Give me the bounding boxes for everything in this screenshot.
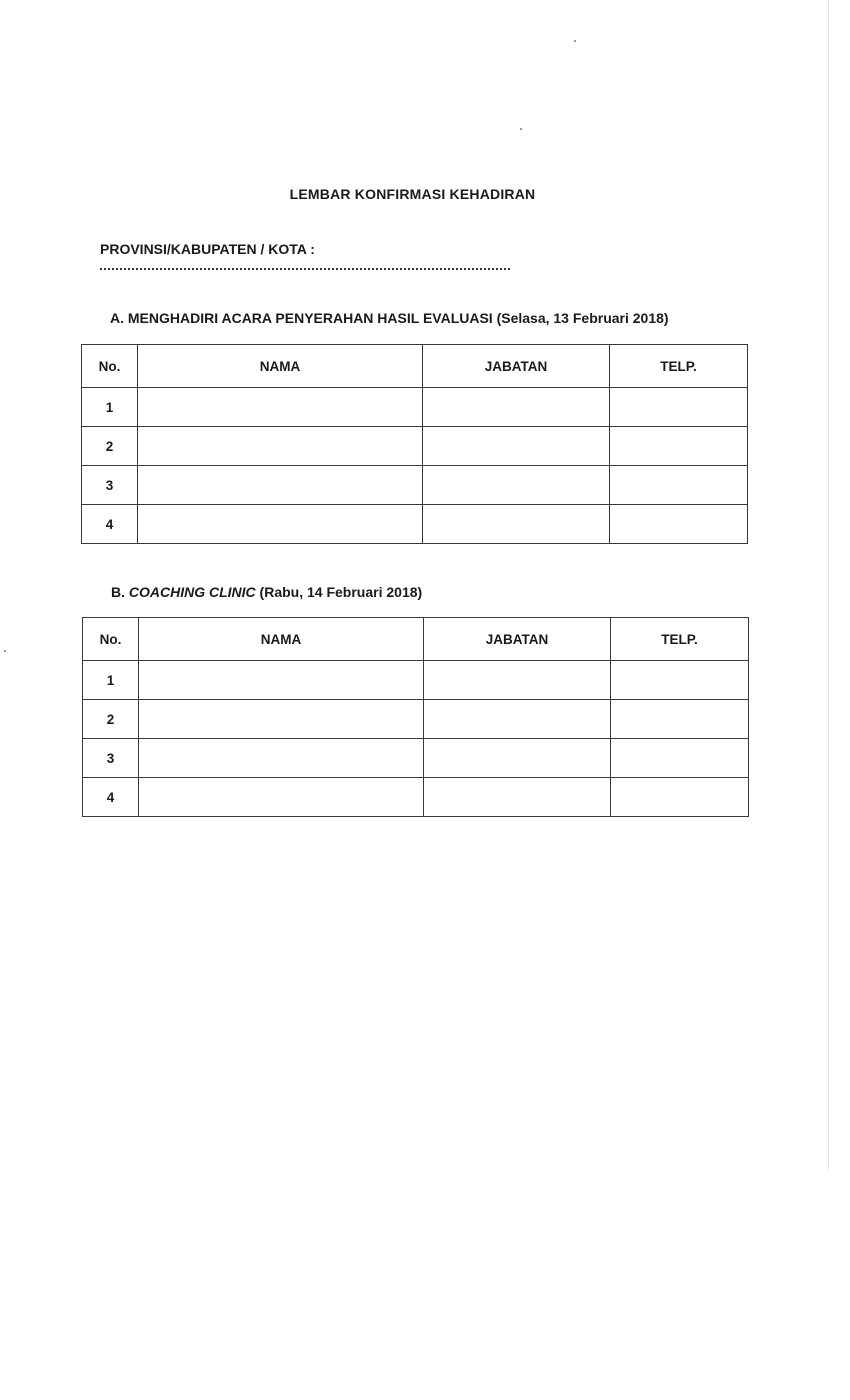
column-header-telp: TELP.: [611, 618, 749, 661]
scan-speck: [574, 40, 576, 42]
section-b-prefix: B.: [111, 584, 129, 600]
section-a-title: A. MENGHADIRI ACARA PENYERAHAN HASIL EVALUASI (Selasa, 13 Februari 2018): [110, 310, 669, 326]
column-header-nama: NAMA: [139, 618, 424, 661]
table-row: [82, 427, 748, 466]
nama-cell[interactable]: [139, 661, 424, 700]
scan-speck: [520, 128, 522, 130]
region-label: PROVINSI/KABUPATEN / KOTA :: [100, 241, 315, 257]
section-b-title-italic: COACHING CLINIC: [128, 584, 256, 600]
table-row: [83, 739, 749, 778]
telp-cell[interactable]: [611, 739, 749, 778]
jabatan-cell[interactable]: [424, 700, 611, 739]
telp-cell[interactable]: [610, 388, 748, 427]
scan-speck: [4, 650, 6, 652]
table-row: [83, 661, 749, 700]
telp-cell[interactable]: [611, 778, 749, 817]
column-header-jabatan: JABATAN: [423, 345, 610, 388]
column-header-no: No.: [82, 345, 138, 388]
scan-edge-line: [828, 0, 829, 1170]
jabatan-cell[interactable]: [424, 778, 611, 817]
row-number: 2: [82, 427, 138, 466]
table-row: [82, 388, 748, 427]
nama-cell[interactable]: [138, 466, 423, 505]
telp-cell[interactable]: [610, 505, 748, 544]
region-fill-line[interactable]: [100, 268, 510, 270]
column-header-jabatan: JABATAN: [424, 618, 611, 661]
document-title: LEMBAR KONFIRMASI KEHADIRAN: [289, 186, 536, 202]
row-number: 1: [82, 388, 138, 427]
table-row: [83, 700, 749, 739]
jabatan-cell[interactable]: [423, 388, 610, 427]
nama-cell[interactable]: [138, 388, 423, 427]
table-row: [82, 466, 748, 505]
telp-cell[interactable]: [610, 466, 748, 505]
jabatan-cell[interactable]: [423, 427, 610, 466]
telp-cell[interactable]: [611, 661, 749, 700]
nama-cell[interactable]: [139, 778, 424, 817]
attendance-table-a: [81, 344, 748, 544]
attendance-table-b: [82, 617, 749, 817]
row-number: 1: [83, 661, 139, 700]
row-number: 4: [83, 778, 139, 817]
section-b-title: [111, 584, 422, 600]
table-header-row: [83, 618, 749, 661]
row-number: 2: [83, 700, 139, 739]
column-header-telp: TELP.: [610, 345, 748, 388]
row-number: 3: [82, 466, 138, 505]
table-row: [82, 505, 748, 544]
telp-cell[interactable]: [611, 700, 749, 739]
nama-cell[interactable]: [138, 427, 423, 466]
column-header-no: No.: [83, 618, 139, 661]
row-number: 4: [82, 505, 138, 544]
jabatan-cell[interactable]: [423, 505, 610, 544]
row-number: 3: [83, 739, 139, 778]
jabatan-cell[interactable]: [423, 466, 610, 505]
jabatan-cell[interactable]: [424, 661, 611, 700]
jabatan-cell[interactable]: [424, 739, 611, 778]
nama-cell[interactable]: [139, 739, 424, 778]
column-header-nama: NAMA: [138, 345, 423, 388]
table-header-row: [82, 345, 748, 388]
section-b-title-rest: (Rabu, 14 Februari 2018): [255, 584, 423, 600]
nama-cell[interactable]: [138, 505, 423, 544]
nama-cell[interactable]: [139, 700, 424, 739]
table-row: [83, 778, 749, 817]
telp-cell[interactable]: [610, 427, 748, 466]
